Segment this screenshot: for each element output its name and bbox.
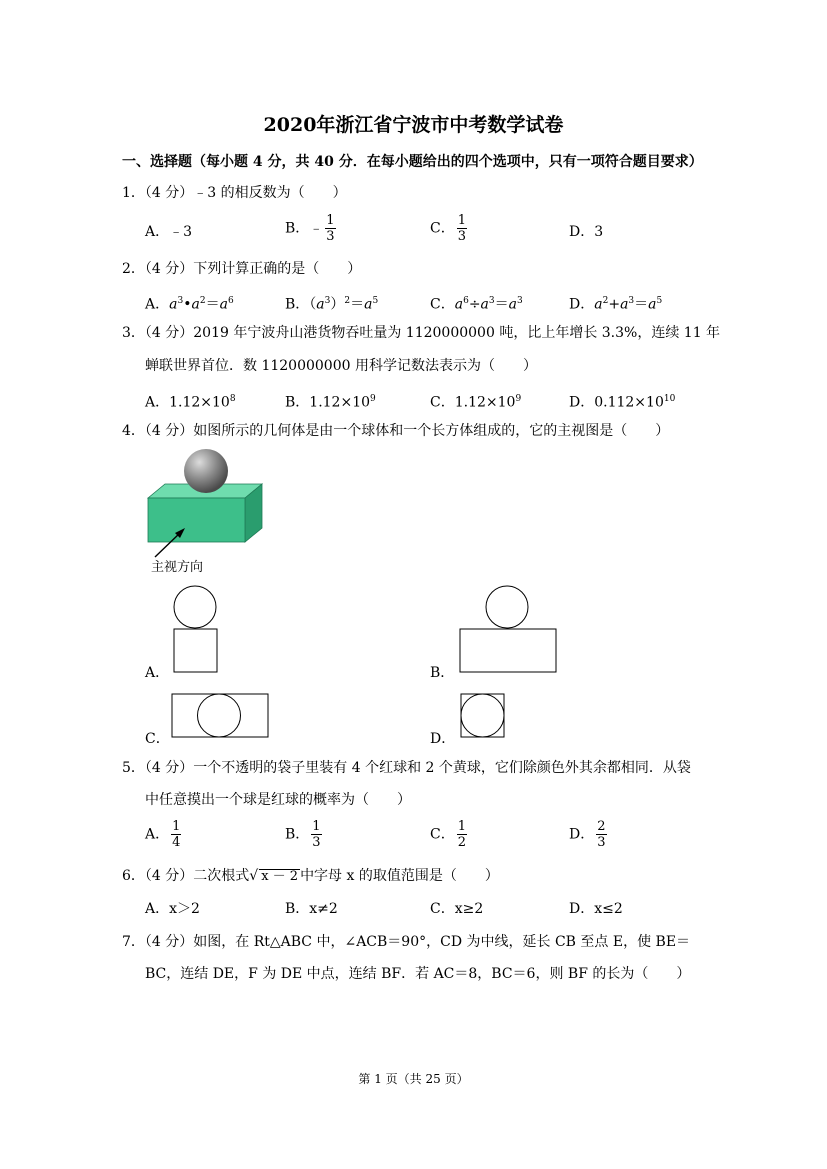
numerator: 1 <box>172 819 181 834</box>
q4-option-c-figure[interactable] <box>170 692 270 740</box>
q5-option-a[interactable] <box>145 819 181 850</box>
denominator: 3 <box>326 229 335 244</box>
q3-option-b[interactable] <box>285 389 376 413</box>
sphere <box>184 449 228 493</box>
denominator: 2 <box>457 835 466 850</box>
question-5-stem-line2: 中任意摸出一个球是红球的概率为（ ） <box>145 792 411 808</box>
q4-option-d-figure[interactable] <box>459 692 507 740</box>
option-letter: C． <box>430 296 455 313</box>
q2-option-d[interactable]: D．$a^2+a^3=a^5$ <box>569 296 663 313</box>
exponent: 9 <box>370 394 376 404</box>
denominator: 3 <box>312 835 321 850</box>
circle-shape <box>461 694 504 737</box>
question-7-stem-line2: BC，连结 DE，F 为 DE 中点，连结 BF．若 AC＝8，BC＝6，则 BF 的长为（ ） <box>145 966 691 982</box>
question-1-stem: 1．（4 分）﹣3 的相反数为（ ） <box>122 185 347 201</box>
box-front-face <box>148 498 245 542</box>
fraction <box>311 819 321 850</box>
exponent: 8 <box>229 394 236 404</box>
question-3-stem-line2: 蝉联世界首位．数 1120000000 用科学记数法表示为（ ） <box>145 358 537 374</box>
circle-shape <box>174 586 216 628</box>
rectangle-shape <box>460 629 556 672</box>
q3-option-c[interactable] <box>430 389 521 413</box>
option-letter: B． <box>285 296 310 313</box>
question-6-stem <box>122 866 499 886</box>
q6-option-b[interactable]: B．x≠2 <box>285 901 338 917</box>
rectangle-shape <box>172 694 268 737</box>
q1-b-fraction <box>325 213 335 244</box>
denominator: 3 <box>457 229 466 244</box>
question-5-stem-line1: 5．（4 分）一个不透明的袋子里装有 4 个红球和 2 个黄球，它们除颜色外其余都相同．从袋 <box>122 760 691 776</box>
q1-option-b[interactable] <box>285 213 336 244</box>
option-letter: A． <box>145 296 170 313</box>
option-text: D．0.112×10 <box>569 394 664 411</box>
radical-sign: √ <box>249 868 259 884</box>
numerator: 1 <box>457 213 466 228</box>
numerator: 1 <box>312 819 321 834</box>
denominator: 4 <box>172 835 181 850</box>
stem-suffix: 中字母 x 的取值范围是（ ） <box>300 868 499 884</box>
option-text: A．1.12×10 <box>145 394 230 411</box>
exponent: 9 <box>515 394 522 404</box>
option-letter: D． <box>569 296 595 313</box>
question-2-stem: 2．（4 分）下列计算正确的是（ ） <box>122 261 362 277</box>
numerator: 1 <box>457 819 466 834</box>
q2-option-b[interactable]: B．$(a^3)^2=a^5$ <box>285 296 379 313</box>
option-text: B．1.12×10 <box>285 394 371 411</box>
numerator: 2 <box>597 819 606 834</box>
section-heading: 一、选择题（每小题 4 分，共 40 分．在每小题给出的四个选项中，只有一项符合题目要求） <box>122 154 703 170</box>
q5-option-d[interactable] <box>569 819 607 850</box>
circle-shape <box>486 586 528 628</box>
q6-option-c[interactable]: C．x≥2 <box>430 901 484 917</box>
q1-option-d[interactable]: D．3 <box>569 224 604 240</box>
option-letter: A． <box>145 826 170 843</box>
square-shape <box>174 629 217 672</box>
option-text: C．1.12×10 <box>430 394 516 411</box>
q1-c-prefix: C． <box>430 220 455 237</box>
option-letter: C． <box>430 826 455 843</box>
q4-option-d[interactable]: D． <box>430 731 456 747</box>
fraction <box>596 819 606 850</box>
denominator: 3 <box>597 835 606 850</box>
figure-caption: 主视方向 <box>151 560 204 575</box>
numerator: 1 <box>326 213 335 228</box>
q1-c-fraction <box>457 213 467 244</box>
page-footer: 第 1 页（共 25 页） <box>358 1072 469 1086</box>
fraction <box>457 819 467 850</box>
q5-option-c[interactable] <box>430 819 467 850</box>
q4-option-b-figure[interactable] <box>458 585 558 675</box>
stem-prefix: 6．（4 分）二次根式 <box>122 868 250 884</box>
q6-option-a[interactable]: A．x＞2 <box>145 901 200 917</box>
q2-option-a[interactable]: A．$a^3•a^2=a^6$ <box>145 296 234 313</box>
q2-option-c[interactable]: C．$a^6\div a^3=a^3$ <box>430 296 523 313</box>
q4-option-b[interactable]: B． <box>430 665 455 681</box>
radicand: x － 2 <box>261 869 299 884</box>
q1-option-c[interactable] <box>430 213 467 244</box>
q4-option-a[interactable]: A． <box>145 665 170 681</box>
q3-option-d[interactable] <box>569 389 675 413</box>
q4-option-c[interactable]: C． <box>145 731 170 747</box>
q3-option-a[interactable] <box>145 389 236 413</box>
q6-option-d[interactable]: D．x≤2 <box>569 901 623 917</box>
q1-b-prefix: B．﹣ <box>285 220 324 237</box>
exponent: 10 <box>663 394 676 404</box>
q4-option-a-figure[interactable] <box>172 585 220 675</box>
q5-option-b[interactable] <box>285 819 322 850</box>
circle-shape <box>198 694 241 737</box>
question-7-stem-line1: 7．（4 分）如图，在 Rt△ABC 中，∠ACB＝90°，CD 为中线，延长 CB 至点 E，使 BE＝ <box>122 934 691 950</box>
fraction <box>171 819 181 850</box>
question-4-stem: 4．（4 分）如图所示的几何体是由一个球体和一个长方体组成的，它的主视图是（ ） <box>122 423 670 439</box>
option-letter: D． <box>569 826 595 843</box>
question-3-stem-line1: 3．（4 分）2019 年宁波舟山港货物吞吐量为 1120000000 吨，比上年增长 3.3%，连续 11 年 <box>122 325 721 341</box>
q1-option-a[interactable]: A．﹣3 <box>145 224 193 240</box>
page-title: 2020年浙江省宁波市中考数学试卷 <box>263 114 564 136</box>
option-letter: B． <box>285 826 310 843</box>
